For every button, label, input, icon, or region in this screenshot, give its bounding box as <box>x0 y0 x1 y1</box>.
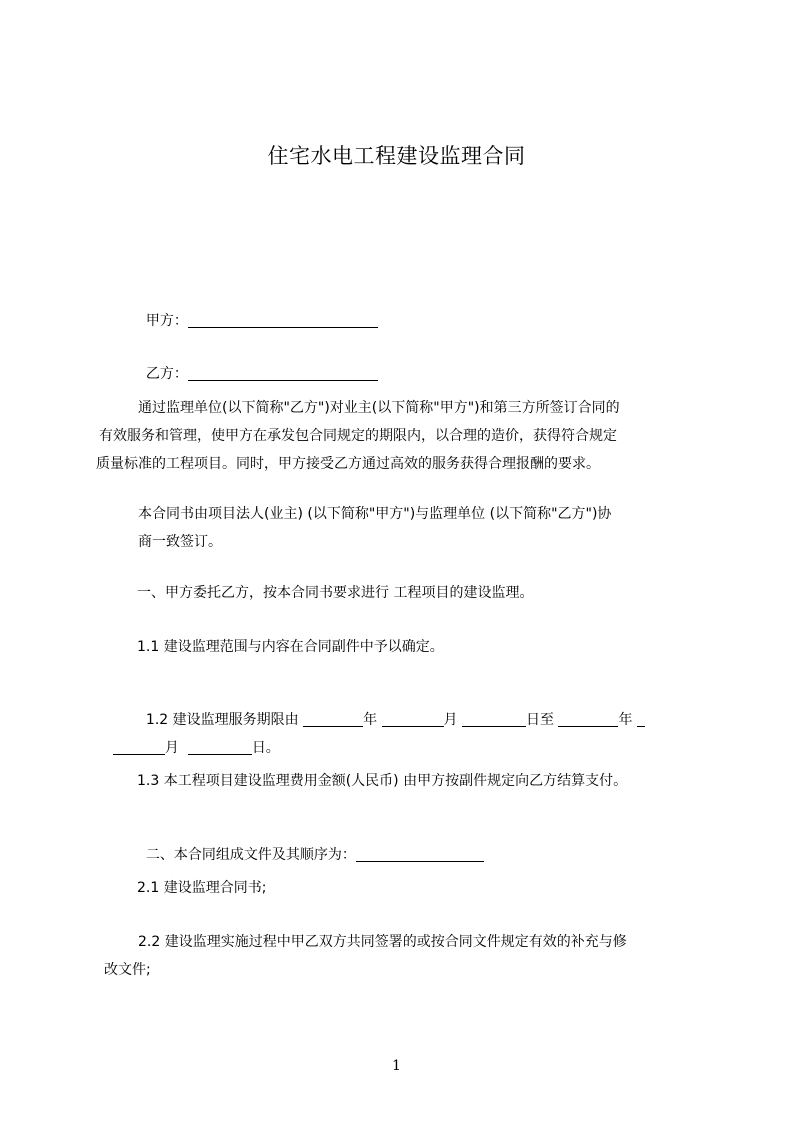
intro-line-1: 通过监理单位(以下简称"乙方")对业主(以下简称"甲方")和第三方所签订合同的 <box>138 400 620 416</box>
start-year-label: 年 <box>363 712 378 728</box>
start-day-blank[interactable] <box>462 712 526 727</box>
section-1-heading: 一、甲方委托乙方，按本合同书要求进行 工程项目的建设监理。 <box>137 585 534 601</box>
end-day-label: 日。 <box>251 740 280 756</box>
clause-2-2-line-1: 2.2 建设监理实施过程中甲乙双方共同签署的或按合同文件规定有效的补充与修 <box>138 934 627 950</box>
end-month-blank[interactable] <box>113 740 165 755</box>
section-2-heading-line <box>137 825 484 865</box>
start-month-blank[interactable] <box>382 712 444 727</box>
document-title: 住宅水电工程建设监理合同 <box>267 144 526 168</box>
clause-1-3: 1.3 本工程项目建设监理费用金额(人民币) 由甲方按副件规定向乙方结算支付。 <box>137 773 628 789</box>
end-year-blank[interactable] <box>558 712 618 727</box>
end-day-blank[interactable] <box>188 740 252 755</box>
intro-line-2: 有效服务和管理，使甲方在承发包合同规定的期限内，以合理的造价，获得符合规定 <box>99 428 617 444</box>
end-month-label: 月 <box>164 740 179 756</box>
clause-1-2-line-2 <box>104 718 280 758</box>
start-month-label: 月 <box>443 712 458 728</box>
party-a-line <box>137 291 378 331</box>
party-a-blank[interactable] <box>188 313 378 328</box>
start-day-to-label: 日至 <box>525 712 554 728</box>
party-b-blank[interactable] <box>188 366 378 381</box>
end-month-blank-start[interactable] <box>637 712 645 727</box>
intro-line-3: 质量标准的工程项目。同时，甲方接受乙方通过高效的服务获得合理报酬的要求。 <box>96 456 600 472</box>
agreement-line-2: 商一致签订。 <box>138 534 222 550</box>
party-b-label: 乙方： <box>145 366 188 382</box>
page-number: 1 <box>392 1058 401 1074</box>
section-2-heading: 二、本合同组成文件及其顺序为： <box>145 847 356 863</box>
agreement-line-1: 本合同书由项目法人(业主) (以下简称"甲方")与监理单位 (以下简称"乙方")协 <box>138 506 612 522</box>
clause-1-1: 1.1 建设监理范围与内容在合同副件中予以确定。 <box>137 639 444 655</box>
section-2-blank[interactable] <box>356 847 484 862</box>
agreement-paragraph <box>96 500 611 556</box>
end-year-label: 年 <box>618 712 633 728</box>
intro-paragraph <box>96 394 620 478</box>
clause-2-2-line-2: 改文件; <box>104 962 151 978</box>
clause-2-2 <box>104 928 627 984</box>
start-year-blank[interactable] <box>303 712 363 727</box>
party-a-label: 甲方： <box>145 313 188 329</box>
clause-2-1: 2.1 建设监理合同书; <box>137 880 267 896</box>
clause-1-2-prefix: 1.2 建设监理服务期限由 <box>145 712 304 728</box>
party-b-line <box>137 344 378 384</box>
